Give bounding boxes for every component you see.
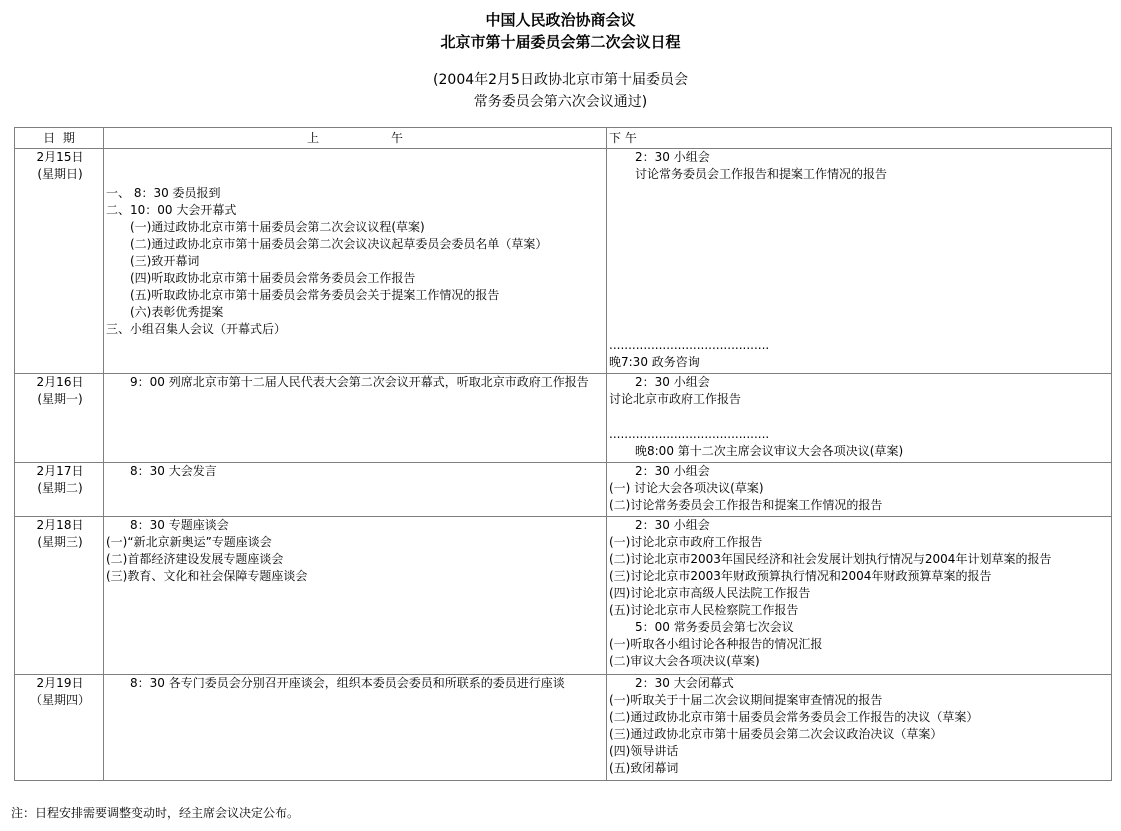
subtitle-line-1: (2004年2月5日政协北京市第十届委员会: [433, 72, 688, 88]
schedule-line: (六)表彰优秀提案: [130, 304, 224, 319]
schedule-line: 8：30 专题座谈会: [130, 518, 229, 532]
subtitle-line-2: 常务委员会第六次会议通过): [473, 94, 648, 110]
afternoon-cell: [607, 374, 1112, 463]
schedule-line: (四)讨论北京市高级人民法院工作报告: [609, 586, 811, 600]
date-cell: [15, 675, 104, 781]
date-cell: [15, 463, 104, 517]
schedule-line: (四)听取政协北京市第十届委员会常务委员会工作报告: [130, 270, 416, 285]
table-row: [15, 675, 1112, 781]
header-afternoon: 下 午: [607, 128, 1112, 149]
schedule-line: (二)通过政协北京市第十届委员会第二次会议决议起草委员会委员名单（草案）: [130, 236, 548, 251]
schedule-line: 三、小组召集人会议（开幕式后）: [106, 321, 287, 336]
weekday-text: （星期四）: [29, 693, 90, 707]
schedule-line: 讨论北京市政府工作报告: [609, 392, 742, 406]
morning-cell: [104, 463, 607, 517]
schedule-line: 一、 8：30 委员报到: [106, 185, 221, 200]
schedule-line: (一) 讨论大会各项决议(草案): [609, 481, 764, 495]
date-text: 2月18日: [36, 518, 84, 532]
schedule-line: 2：30 小组会: [635, 375, 710, 389]
table-header-row: [15, 128, 1112, 149]
date-cell: [15, 149, 104, 374]
schedule-line: (一)通过政协北京市第十届委员会第二次会议议程(草案): [130, 219, 425, 234]
date-text: 2月17日: [36, 464, 84, 478]
title-line-2: 北京市第十届委员会第二次会议日程: [440, 33, 681, 51]
schedule-line: (三)讨论北京市2003年财政预算执行情况和2004年财政预算草案的报告: [609, 569, 992, 583]
morning-cell: [104, 149, 607, 374]
schedule-line: (五)听取政协北京市第十届委员会常务委员会关于提案工作情况的报告: [130, 287, 500, 302]
schedule-line: (一)讨论北京市政府工作报告: [609, 535, 763, 549]
date-text: 2月19日: [36, 676, 84, 690]
dotted-separator: ..........................................: [609, 427, 770, 441]
date-cell: [15, 517, 104, 675]
schedule-line: 5：00 常务委员会第七次会议: [635, 620, 794, 634]
schedule-line: 8：30 大会发言: [130, 464, 217, 478]
table-row: [15, 149, 1112, 374]
afternoon-cell: [607, 149, 1112, 374]
afternoon-cell: [607, 463, 1112, 517]
morning-cell: [104, 675, 607, 781]
schedule-line: (三)教育、文化和社会保障专题座谈会: [106, 569, 308, 583]
evening-line: 晚7:30 政务咨询: [609, 355, 700, 369]
title-line-1: 中国人民政治协商会议: [485, 11, 636, 29]
schedule-line: 2：30 小组会: [635, 518, 710, 532]
schedule-line: 2：30 小组会: [635, 464, 710, 478]
header-morning-left: 上: [306, 130, 321, 145]
schedule-line: 讨论常务委员会工作报告和提案工作情况的报告: [635, 167, 888, 181]
morning-cell: [104, 374, 607, 463]
header-morning-right: 午: [391, 130, 406, 145]
schedule-line: (二)首都经济建设发展专题座谈会: [106, 552, 284, 566]
table-row: [15, 517, 1112, 675]
weekday-text: (星期三): [37, 535, 83, 549]
date-cell: [15, 374, 104, 463]
schedule-line: (二)讨论北京市2003年国民经济和社会发展计划执行情况与2004年计划草案的报告: [609, 552, 1052, 566]
schedule-line: (三)致开幕词: [130, 253, 200, 268]
schedule-line: 8：30 各专门委员会分别召开座谈会，组织本委员会委员和所联系的委员进行座谈: [130, 676, 565, 690]
schedule-line: (二)讨论常务委员会工作报告和提案工作情况的报告: [609, 498, 883, 512]
afternoon-cell: [607, 675, 1112, 781]
schedule-line: (二)通过政协北京市第十届委员会常务委员会工作报告的决议（草案）: [609, 710, 979, 724]
schedule-line: 2：30 小组会: [635, 150, 710, 164]
schedule-line: (五)致闭幕词: [609, 761, 679, 775]
table-row: [15, 374, 1112, 463]
footnote: 注：日程安排需要调整变动时，经主席会议决定公布。: [11, 806, 300, 820]
schedule-line: (五)讨论北京市人民检察院工作报告: [609, 603, 799, 617]
morning-cell: [104, 517, 607, 675]
date-text: 2月15日: [36, 150, 84, 164]
schedule-line: 二、10：00 大会开幕式: [106, 202, 237, 217]
header-morning: [104, 128, 607, 149]
schedule-line: (三)通过政协北京市第十届委员会第二次会议政治决议（草案）: [609, 727, 943, 741]
weekday-text: (星期日): [37, 167, 83, 181]
afternoon-cell: [607, 517, 1112, 675]
schedule-table: [14, 127, 1112, 781]
dotted-separator: ..........................................: [609, 338, 770, 352]
schedule-line: (二)审议大会各项决议(草案): [609, 654, 760, 668]
schedule-line: (一)听取关于十届二次会议期间提案审查情况的报告: [609, 693, 883, 707]
date-text: 2月16日: [36, 375, 84, 389]
schedule-line: (一)“新北京新奥运”专题座谈会: [106, 535, 272, 549]
table-row: [15, 463, 1112, 517]
schedule-line: 2：30 大会闭幕式: [635, 676, 734, 690]
schedule-line: (一)听取各小组讨论各种报告的情况汇报: [609, 637, 823, 651]
weekday-text: (星期二): [37, 481, 83, 495]
schedule-line: (四)领导讲话: [609, 744, 679, 758]
weekday-text: (星期一): [37, 392, 83, 406]
header-date: 日 期: [15, 128, 104, 149]
schedule-line: 9：00 列席北京市第十二届人民代表大会第二次会议开幕式，听取北京市政府工作报告: [130, 375, 589, 389]
evening-line: 晚8:00 第十二次主席会议审议大会各项决议(草案): [635, 444, 904, 458]
